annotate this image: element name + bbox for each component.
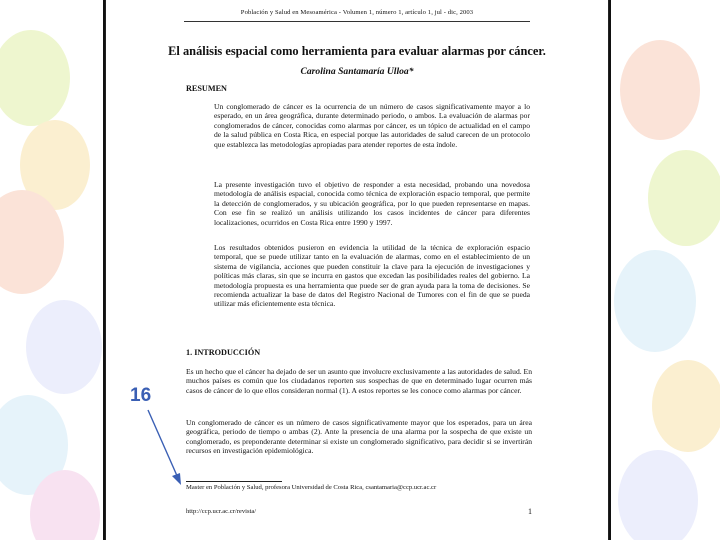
intro-paragraph-2: Un conglomerado de cáncer es un número de casos significativamente mayor que los esperados, para un área geográfica, periodo de tiempo o ambas (2). Ante la presencia de una alarma por la sospecha de que existe un conglomerado, es preponderante determinar si existe un conglomerado significativo, para decidir si se invertirán recursos en investigación epidemiológica. bbox=[186, 418, 532, 456]
balloon-shape bbox=[614, 250, 696, 352]
abstract-paragraph-1: Un conglomerado de cáncer es la ocurrencia de un número de casos significativamente mayor a lo esperado, en un área geográfica, durante determinado periodo, o ambos. La evaluación de alarmas por conglomerados de cáncer, conocidas como alarmas por cáncer, es un tópico de actualidad en el campo de la salud pública en Costa Rica, en especial porque las autoridades de salud carecen de un protocolo que establezca las metodologías apropiadas para atender reportes de esta índole. bbox=[214, 102, 530, 149]
footnote-divider bbox=[186, 481, 282, 482]
abstract-paragraph-2: La presente investigación tuvo el objetivo de responder a esta necesidad, probando una novedosa metodología de análisis espacial, conocida como técnica de exploración espacio temporal, que permite la detección de conglomerados, y su ubicación geográfica, por lo que pueden representarse en mapas. Con ese fin se realizó un análisis utilizando los casos incidentes de cáncer para diferentes localizaciones, ocurridos en Costa Rica entre 1990 y 1997. bbox=[214, 180, 530, 227]
annotation-number: 16 bbox=[130, 385, 152, 406]
journal-header: Población y Salud en Mesoamérica - Volumen 1, número 1, artículo 1, jul - dic, 2003 bbox=[240, 9, 474, 16]
abstract-paragraph-3: Los resultados obtenidos pusieron en evidencia la utilidad de la técnica de exploración espacio temporal, que se puede utilizar tanto en la evaluación de alarmas, como en el establecimiento de un sistema de vigilancia, acciones que pueden constituir la clave para la ejecución de investigaciones y políticas más claras, sin que se incurra en gastos que excedan las posibilidades reales del gobierno. La metodología propuesta es una herramienta que puede ser de gran ayuda para la toma de decisiones. Se recomienda actualizar la base de datos del Registro Nacional de Tumores con el fin de que se pueda utilizar más eficientemente esta técnica. bbox=[214, 243, 530, 309]
introduction-heading: 1. INTRODUCCIÓN bbox=[186, 348, 261, 357]
abstract-heading: RESUMEN bbox=[186, 84, 227, 93]
header-divider bbox=[184, 21, 530, 22]
balloon-shape bbox=[652, 360, 720, 452]
article-author: Carolina Santamaría Ulloa* bbox=[300, 66, 414, 77]
journal-url: http://ccp.ucr.ac.cr/revista/ bbox=[186, 508, 257, 515]
balloon-shape bbox=[26, 300, 102, 394]
background-left-decoration bbox=[0, 0, 106, 540]
background-right-decoration bbox=[608, 0, 720, 540]
balloon-shape bbox=[0, 30, 70, 126]
page-number: 1 bbox=[528, 507, 532, 516]
document-page bbox=[106, 0, 608, 540]
balloon-shape bbox=[648, 150, 720, 246]
balloon-shape bbox=[620, 40, 700, 140]
article-title: El análisis espacial como herramienta para evaluar alarmas por cáncer. bbox=[168, 44, 546, 58]
balloon-shape bbox=[618, 450, 698, 540]
author-footnote: Master en Población y Salud, profesora Universidad de Costa Rica, csantamaria@ccp.ucr.ac.cr bbox=[186, 484, 437, 491]
intro-paragraph-1: Es un hecho que el cáncer ha dejado de ser un asunto que involucre exclusivamente a las autoridades de salud. En muchos países es común que los ciudadanos reporten sus sospechas de que en determinado lugar ocurren más casos de cáncer de lo que ellos consideran normal (1). A estos reportes se les conoce como alarmas por cáncer. bbox=[186, 367, 532, 395]
